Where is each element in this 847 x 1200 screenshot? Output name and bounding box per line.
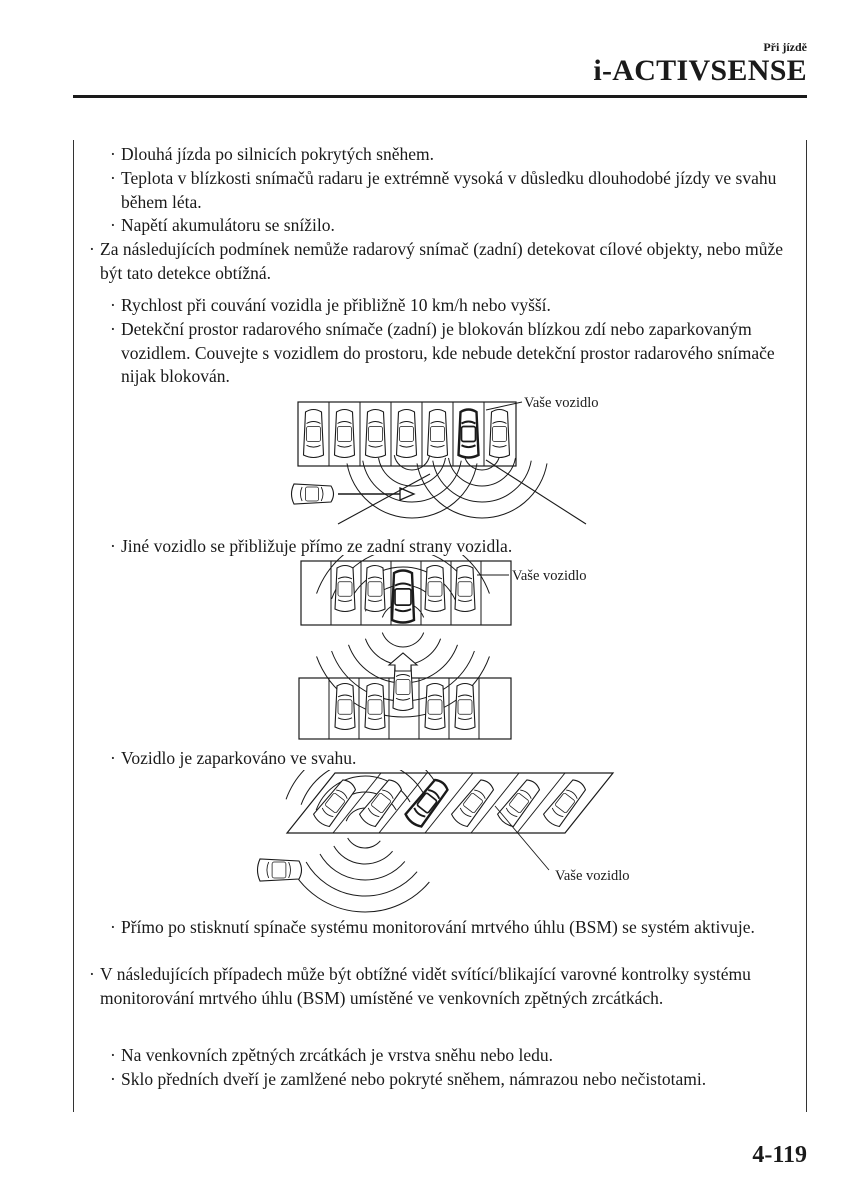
bullet-dot: · (110, 295, 116, 315)
bullet-text: Teplota v blízkosti snímačů radaru je extrémně vysoká v důsledku dlouhodobé jízdy ve svahu během léta. (121, 168, 777, 212)
bullet-text: Jiné vozidlo se přibližuje přímo ze zadní strany vozidla. (121, 536, 513, 556)
radar-arc (379, 458, 446, 486)
header-rule (73, 95, 807, 98)
radar-detection-arcs (347, 455, 547, 518)
car-body (542, 777, 589, 829)
car (312, 777, 359, 829)
bullet-dot: · (110, 1069, 116, 1089)
your-vehicle-label: Vaše vozidlo (512, 568, 587, 584)
sub-bullet-item (110, 1068, 791, 1092)
right-margin-rule (806, 140, 807, 1112)
bullet-dot: · (110, 748, 116, 768)
bullet-text: Sklo předních dveří je zamlžené nebo pokryté sněhem, námrazou nebo nečistotami. (121, 1069, 707, 1089)
car (425, 566, 445, 612)
figure-wall-blocked (240, 388, 620, 540)
bullet-paragraph (89, 238, 800, 285)
car (358, 777, 405, 829)
car (496, 777, 543, 829)
sub-bullet-item (110, 143, 791, 167)
approach-arrow-head (400, 488, 414, 500)
your-vehicle-car (459, 410, 479, 458)
radar-arc (334, 846, 393, 864)
left-margin-rule (73, 140, 74, 1112)
car (292, 484, 334, 504)
car (428, 410, 448, 458)
radar-arc (433, 461, 531, 502)
bullet-text: Přímo po stisknutí spínače systému monitorování mrtvého úhlu (BSM) se systém aktivuje. (121, 917, 755, 937)
bullet-text: V následujících případech může být obtížné vidět svítící/blikající varovné kontrolky systému monitorování mrtvého úhlu (BSM) umístěné ve venkovních zpětných zrcátkách. (100, 964, 751, 1008)
bullet-text: Rychlost při couvání vozidla je přibližně 10 km/h nebo vyšší. (121, 295, 551, 315)
parked-cars (329, 561, 481, 739)
your-vehicle-car (392, 571, 414, 623)
header-section: Při jízdě (763, 40, 807, 54)
car (335, 410, 355, 458)
car (425, 684, 445, 730)
bullet-text: Napětí akumulátoru se snížilo. (121, 215, 335, 235)
bullet-dot: · (110, 319, 116, 339)
bullet-text: Za následujících podmínek nemůže radarový snímač (zadní) detekovat cílové objekty, nebo může být tato detekce obtížná. (100, 239, 784, 283)
car-body (358, 777, 405, 829)
sub-bullet-item (110, 916, 791, 940)
car (304, 410, 324, 458)
bullet-dot: · (110, 536, 116, 556)
sub-bullet-item (110, 747, 791, 771)
bullet-dot: · (110, 215, 116, 235)
bullet-text: Dlouhá jízda po silnicích pokrytých sněhem. (121, 144, 434, 164)
car (335, 566, 355, 612)
page-title: i-ACTIVSENSE (593, 54, 807, 87)
approach-arrow (389, 653, 417, 671)
figure-rear-approach (295, 555, 625, 745)
car (455, 566, 475, 612)
bullet-text: Vozidlo je zaparkováno ve svahu. (121, 748, 357, 768)
radar-arc (382, 633, 423, 647)
your-vehicle-label: Vaše vozidlo (524, 395, 599, 411)
figure-slope (245, 770, 665, 915)
sub-bullet-item (110, 167, 791, 214)
bullet-dot: · (110, 1045, 116, 1065)
your-vehicle-label: Vaše vozidlo (555, 868, 630, 884)
car-body (450, 777, 497, 829)
car-body (496, 777, 543, 829)
car-body (312, 777, 359, 829)
car (335, 684, 355, 730)
car (397, 410, 417, 458)
car-body (404, 777, 451, 829)
parked-cars (258, 773, 589, 881)
car (450, 777, 497, 829)
bullet-dot: · (110, 144, 116, 164)
sub-bullet-item (110, 1044, 791, 1068)
radar-arc (363, 461, 461, 502)
bullet-text: Na venkovních zpětných zrcátkách je vrstva sněhu nebo ledu. (121, 1045, 553, 1065)
radar-arc (417, 463, 547, 518)
car (490, 410, 510, 458)
car (258, 859, 302, 881)
car (542, 777, 589, 829)
radar-arc (348, 838, 381, 848)
bullet-dot: · (89, 239, 95, 259)
car (366, 410, 386, 458)
your-vehicle-car (404, 777, 451, 829)
car (365, 684, 385, 730)
sub-bullet-item (110, 318, 791, 389)
radar-arc (306, 862, 417, 896)
radar-arc (394, 455, 429, 470)
radar-arc (347, 463, 477, 518)
bullet-dot: · (110, 168, 116, 188)
arrow-line (486, 460, 586, 524)
sub-bullet-item (110, 294, 791, 318)
leader-line (495, 806, 549, 870)
bullet-dot: · (110, 917, 116, 937)
radar-arc (292, 870, 429, 912)
car (365, 566, 385, 612)
page-number: 4-119 (752, 1142, 807, 1168)
car (455, 684, 475, 730)
sub-bullet-item (110, 214, 791, 238)
arrow-line (338, 474, 430, 524)
radar-arc (286, 770, 438, 799)
bullet-dot: · (89, 964, 95, 984)
radar-detection-arcs (286, 770, 438, 912)
bullet-paragraph (89, 963, 800, 1010)
bullet-text: Detekční prostor radarového snímače (zadní) je blokován blízkou zdí nebo zaparkovaným vozidlem. Couvejte s vozidlem do prostoru, kde nebude detekční prostor radarového snímače nijak blokován. (121, 319, 775, 386)
radar-arc (320, 854, 405, 880)
